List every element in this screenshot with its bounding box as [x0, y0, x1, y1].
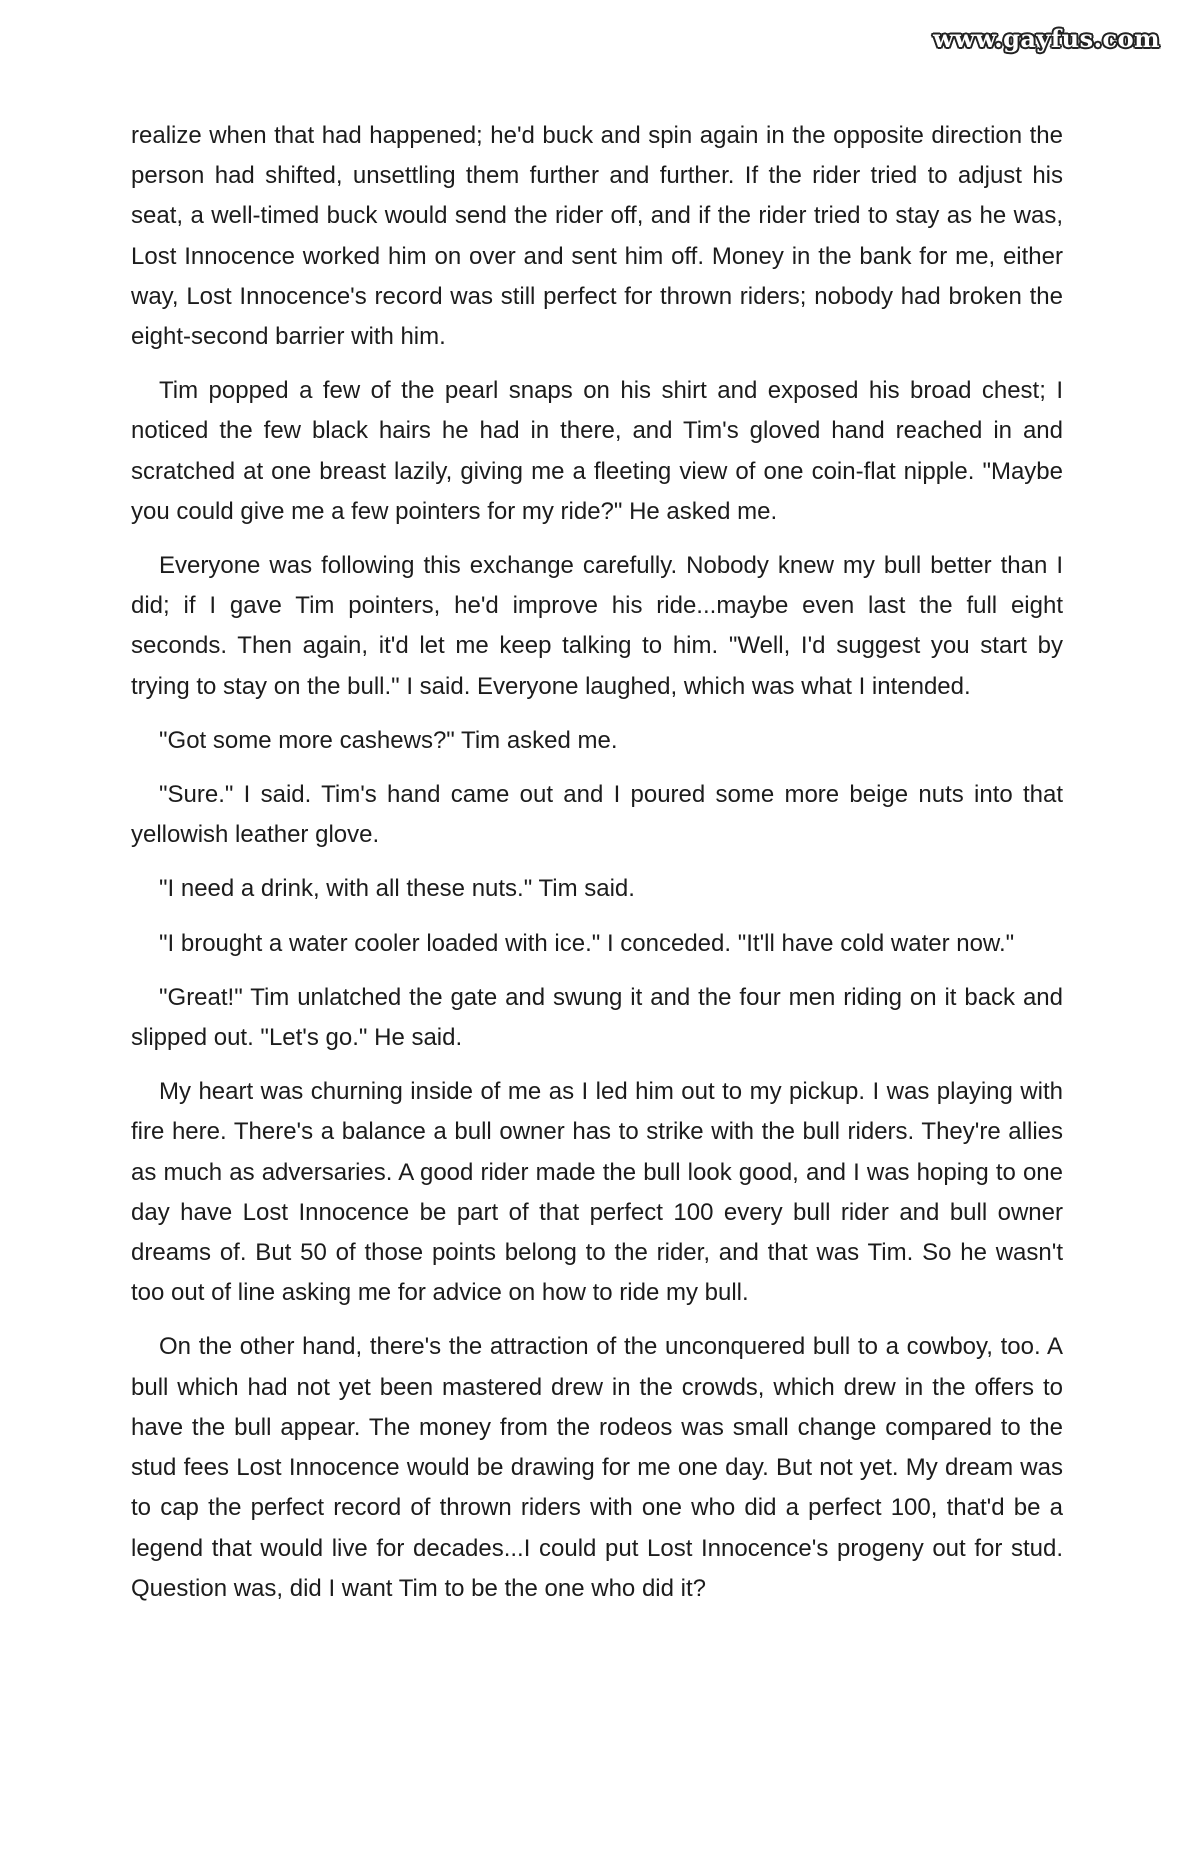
paragraph-4: "Got some more cashews?" Tim asked me.: [159, 726, 618, 754]
paragraph-10: On the other hand, there's the attraction of the unconquered bull to a cowboy, too. A bull which had not yet been mastered drew in the crowds, which drew in the offers to have the bull appear. The money from the rodeos was small change compared to the stud fees Lost Innocence would be drawing for me one day. But not yet. My dream was to cap the perfect record of thrown riders with one who did a perfect 100, that'd be a legend that would live for decades...I could put Lost Innocence's progeny out for stud. Question was, did I want Tim to be the one who did it?: [131, 1333, 1063, 1602]
paragraph-5: "Sure." I said. Tim's hand came out and I poured some more beige nuts into that yellowish leather glove.: [131, 781, 1063, 849]
watermark-text: www.gayfus.com: [933, 24, 1160, 53]
paragraph-3: Everyone was following this exchange carefully. Nobody knew my bull better than I did; if I gave Tim pointers, he'd improve his ride...maybe even last the full eight seconds. Then again, it'd let me keep talking to him. "Well, I'd suggest you start by trying to stay on the bull." I said. Everyone laughed, which was what I intended.: [131, 552, 1063, 700]
paragraph-7: "I brought a water cooler loaded with ice." I conceded. "It'll have cold water now.": [159, 929, 1015, 957]
paragraph-1: realize when that had happened; he'd buck and spin again in the opposite direction the person had shifted, unsettling them further and further. If the rider tried to adjust his seat, a well-timed buck would send the rider off, and if the rider tried to stay as he was, Lost Innocence worked him on over and sent him off. Money in the bank for me, either way, Lost Innocence's record was still perfect for thrown riders; nobody had broken the eight-second barrier with him.: [131, 122, 1063, 351]
paragraph-9: My heart was churning inside of me as I led him out to my pickup. I was playing with fire here. There's a balance a bull owner has to strike with the bull riders. They're allies as much as adversaries. A good rider made the bull look good, and I was hoping to one day have Lost Innocence be part of that perfect 100 every bull rider and bull owner dreams of. But 50 of those points belong to the rider, and that was Tim. So he wasn't too out of line asking me for advice on how to ride my bull.: [131, 1078, 1063, 1307]
paragraph-8: "Great!" Tim unlatched the gate and swung it and the four men riding on it back and slipped out. "Let's go." He said.: [131, 983, 1063, 1052]
page-body: [131, 116, 1063, 1623]
paragraph-6: "I need a drink, with all these nuts." Tim said.: [159, 875, 635, 903]
paragraph-2: Tim popped a few of the pearl snaps on his shirt and exposed his broad chest; I noticed the few black hairs he had in there, and Tim's gloved hand reached in and scratched at one breast lazily, giving me a fleeting view of one coin-flat nipple. "Maybe you could give me a few pointers for my ride?" He asked me.: [131, 377, 1063, 525]
